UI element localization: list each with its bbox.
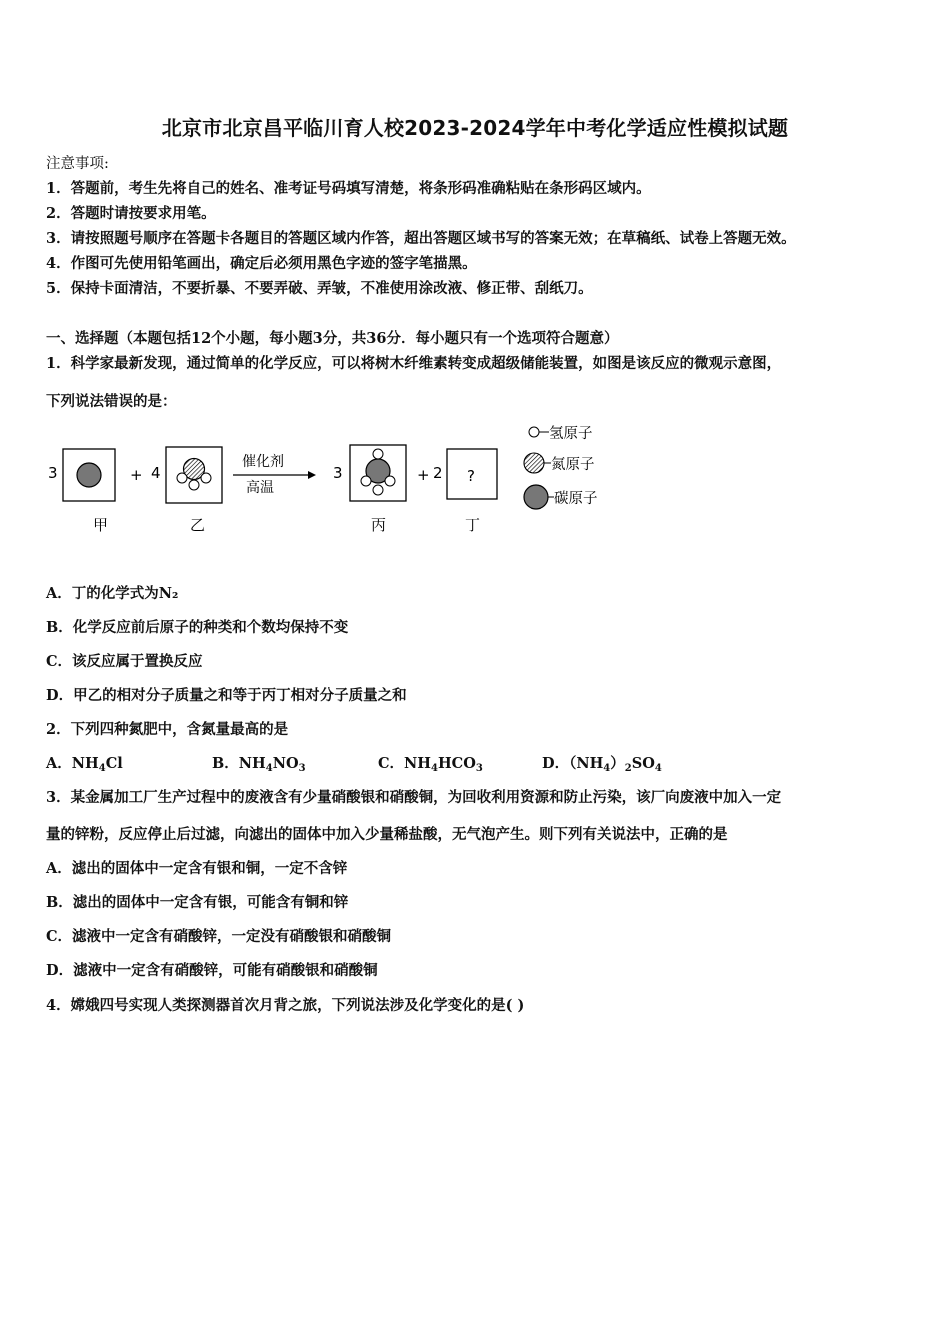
legend-carbon: 碳原子: [554, 491, 598, 507]
label-yi: 乙: [190, 516, 206, 534]
legend-nitrogen: 氮原子: [551, 457, 595, 473]
legend-nitrogen-icon: [524, 453, 544, 473]
notice-item-3: 3．请按照题号顺序在答题卡各题目的答题区域内作答，超出答题区域书写的答案无效；在草稿纸、试卷上答题无效。: [46, 230, 796, 247]
coef-jia: 3: [48, 464, 58, 482]
q2-stem: 2．下列四种氮肥中，含氮量最高的是: [46, 721, 289, 738]
coef-ding: 2: [433, 464, 443, 482]
q3-option-d: D．滤液中一定含有硝酸锌，可能有硝酸银和硝酸铜: [46, 962, 378, 979]
q1-option-a: A．丁的化学式为N₂: [46, 585, 179, 602]
q3-stem-line2: 量的锌粉，反应停止后过滤，向滤出的固体中加入少量稀盐酸，无气泡产生。则下列有关说法中，正确的是: [46, 826, 728, 843]
label-jia: 甲: [93, 516, 109, 534]
label-bing: 丙: [371, 516, 387, 534]
notice-item-4: 4．作图可先使用铅笔画出，确定后必须用黑色字迹的签字笔描黑。: [46, 255, 477, 272]
page-title: 北京市北京昌平临川育人校2023-2024学年中考化学适应性模拟试题: [161, 116, 789, 140]
legend-carbon-icon: [524, 485, 548, 509]
hydrogen-atom: [385, 476, 395, 486]
plus-sign-2: +: [417, 466, 430, 484]
section-heading: 一、选择题（本题包括12个小题，每小题3分，共36分．每小题只有一个选项符合题意）: [46, 330, 619, 347]
notice-heading: 注意事项:: [46, 156, 109, 172]
carbon-atom: [77, 463, 101, 487]
q1-option-d: D．甲乙的相对分子质量之和等于丙丁相对分子质量之和: [46, 687, 407, 704]
label-ding: 丁: [465, 516, 481, 534]
coef-yi: 4: [151, 464, 161, 482]
notice-item-1: 1．答题前，考生先将自己的姓名、准考证号码填写清楚，将条形码准确粘贴在条形码区域内。: [46, 180, 651, 197]
q1-option-c: C．该反应属于置换反应: [46, 653, 203, 670]
q3-option-c: C．滤液中一定含有硝酸锌，一定没有硝酸银和硝酸铜: [46, 928, 392, 945]
hydrogen-atom: [361, 476, 371, 486]
unknown-mark: ?: [467, 467, 475, 485]
notice-item-5: 5．保持卡面清洁，不要折暴、不要弄破、弄皱，不准使用涂改液、修正带、刮纸刀。: [46, 280, 593, 297]
q1-option-b: B．化学反应前后原子的种类和个数均保持不变: [46, 619, 349, 636]
q2-option-b: B．$NH_4NO_3$: [212, 755, 306, 774]
q1-stem-line1: 1．科学家最新发现，通过简单的化学反应，可以将树木纤维素转变成超级储能装置，如图是该反应的微观示意图，: [46, 355, 782, 372]
q3-option-a: A．滤出的固体中一定含有银和铜，一定不含锌: [46, 860, 348, 877]
arrow-condition-top: 催化剂: [242, 454, 284, 470]
legend-hydrogen-icon: [529, 427, 539, 437]
q2-option-c: C．$NH_4HCO_3$: [378, 755, 483, 774]
hydrogen-atom: [373, 485, 383, 495]
arrow-condition-bottom: 高温: [246, 480, 274, 496]
coef-bing: 3: [333, 464, 343, 482]
hydrogen-atom: [201, 473, 211, 483]
arrow-head: [308, 471, 316, 479]
reaction-diagram: [40, 418, 640, 543]
q3-option-b: B．滤出的固体中一定含有银，可能含有铜和锌: [46, 894, 349, 911]
hydrogen-atom: [177, 473, 187, 483]
q3-stem-line1: 3．某金属加工厂生产过程中的废液含有少量硝酸银和硝酸铜，为回收利用资源和防止污染，该厂向废液中加入一定: [46, 789, 782, 806]
plus-sign-1: +: [130, 466, 143, 484]
legend-hydrogen: 氢原子: [549, 426, 593, 442]
q2-option-a: A．$NH_4Cl$: [46, 755, 123, 774]
q1-stem-line2: 下列说法错误的是：: [46, 393, 177, 410]
q2-option-d: D．$(NH_4)_2SO_4$: [542, 755, 662, 774]
hydrogen-atom: [189, 480, 199, 490]
notice-item-2: 2．答题时请按要求用笔。: [46, 205, 216, 222]
hydrogen-atom: [373, 449, 383, 459]
q4-stem: 4．嫦娥四号实现人类探测器首次月背之旅，下列说法涉及化学变化的是( ): [46, 997, 525, 1014]
